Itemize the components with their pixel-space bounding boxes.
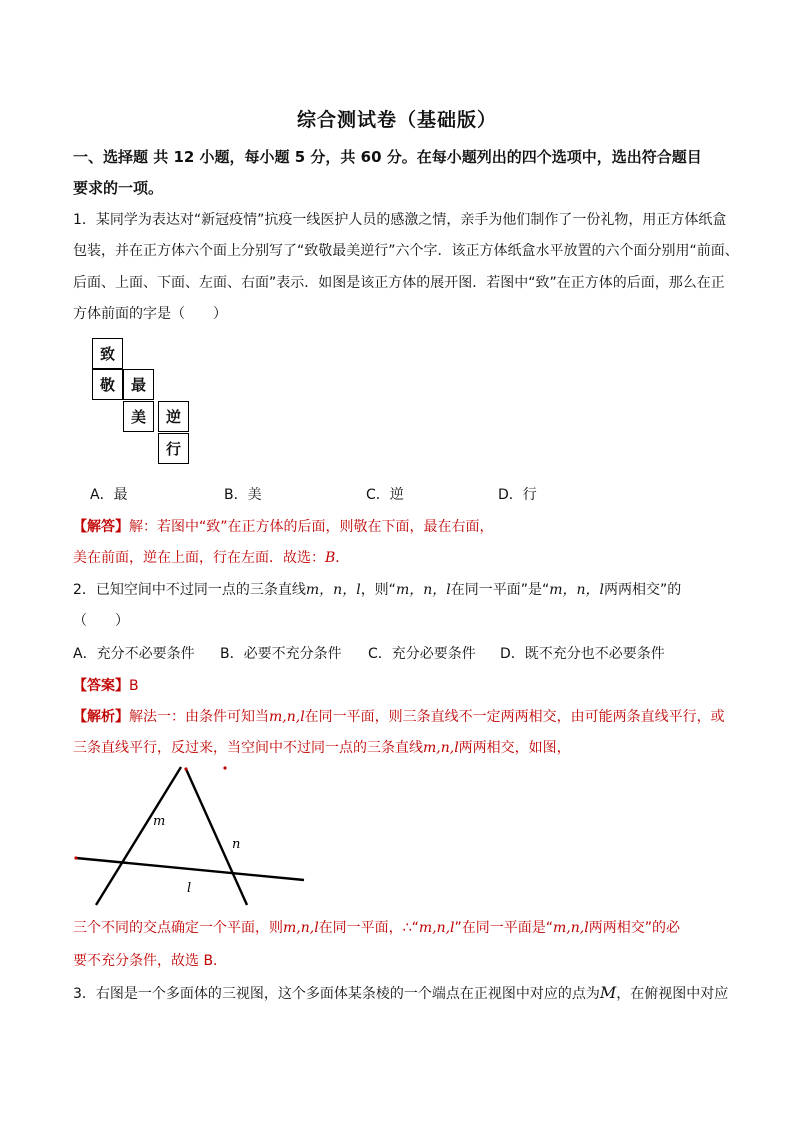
net-cell: 逆: [158, 401, 189, 432]
analysis-text: 解法一：由条件可知当: [129, 709, 269, 725]
analysis-vars: m,n,l: [269, 709, 305, 725]
line-m: [96, 767, 181, 905]
net-cell: 最: [123, 369, 154, 400]
label-l: l: [187, 881, 192, 896]
analysis-tag: 【解析】: [73, 709, 129, 725]
q2-text: ，则“: [360, 582, 396, 598]
page-title: 综合测试卷（基础版）: [296, 109, 497, 131]
section-heading-line2: 要求的一项。: [73, 179, 164, 197]
q1-answer-line1: [73, 516, 494, 536]
analysis-text: 三条直线平行，反过来，当空间中不过同一点的三条直线: [73, 740, 423, 756]
q1-line: 后面、上面、下面、左面、右面”表示．如图是该正方体的展开图．若图中“致”在正方体的后面，那么在正: [73, 275, 725, 291]
q1-option-d: D．行: [498, 487, 537, 503]
conclusion-vars: m,n,l: [418, 920, 455, 936]
q2-text: 在同一平面”是“: [450, 582, 550, 598]
answer-value: B: [129, 678, 139, 694]
q1-option-a: A．最: [90, 487, 128, 503]
answer-tag: 【答案】: [73, 678, 129, 694]
line-endpoint-dot: [184, 767, 187, 770]
q1-option-b: B．美: [224, 487, 262, 503]
analysis-text: 在同一平面，则三条直线不一定两两相交，由可能两条直线平行，或: [304, 709, 725, 725]
q2-option-c: C．充分必要条件: [368, 646, 476, 662]
conclusion-vars: m,n,l: [553, 920, 589, 936]
section-heading-line1: 一、选择题 共 12 小题，每小题 5 分，共 60 分。在每小题列出的四个选项中，选出符合题目: [73, 148, 702, 166]
conclusion-text: 在同一平面，∴“: [318, 920, 419, 936]
q2-vars: m，n，l: [549, 582, 605, 598]
label-n: n: [232, 837, 241, 852]
conclusion-text: 三个不同的交点确定一个平面，则: [73, 920, 283, 936]
q2-answer: [73, 675, 139, 695]
q2-option-d: D．既不充分也不必要条件: [500, 646, 665, 662]
q2-line2: （ ）: [73, 613, 129, 629]
q1-answer-line2: [73, 547, 349, 567]
answer-text: ．: [335, 550, 350, 566]
analysis-vars: m,n,l: [423, 740, 459, 756]
q3-line1: [73, 983, 728, 1003]
conclusion-vars: m,n,l: [283, 920, 319, 936]
q1-option-c: C．逆: [366, 487, 404, 503]
q2-analysis-line2: [73, 737, 571, 757]
conclusion-text: 两两相交”的必: [588, 920, 680, 936]
answer-text: 解：若图中“致”在正方体的后面，则敬在下面，最在右面，: [129, 519, 494, 535]
q1-line: 1．某同学为表达对“新冠疫情”抗疫一线医护人员的感激之情，亲手为他们制作了一份礼物，用正方体纸盒: [73, 212, 727, 228]
q2-text: 两两相交”的: [604, 582, 682, 598]
q2-line1: [73, 579, 681, 599]
q1-line: 方体前面的字是（ ）: [73, 306, 227, 322]
q3-var: M: [599, 983, 617, 1002]
net-cell: 敬: [92, 369, 123, 400]
q2-vars: m，n，l: [395, 582, 451, 598]
line-endpoint-dot: [74, 856, 77, 859]
q3-text: 3．右图是一个多面体的三视图，这个多面体某条棱的一个端点在正视图中对应的点为: [73, 986, 600, 1002]
answer-text: 美在前面，逆在上面，行在左面．故选：: [73, 550, 325, 566]
q2-conclusion-line2: 要不充分条件，故选 B．: [73, 953, 228, 969]
answer-tag: 【解答】: [73, 519, 129, 535]
q2-analysis-line1: [73, 706, 725, 726]
q2-text: 2．已知空间中不过同一点的三条直线: [73, 582, 306, 598]
q3-text: ，在俯视图中对应: [616, 986, 729, 1002]
net-cell: 美: [123, 401, 154, 432]
q2-option-a: A．充分不必要条件: [73, 646, 195, 662]
q2-option-b: B．必要不充分条件: [220, 646, 342, 662]
q2-conclusion-line1: [73, 917, 680, 937]
q2-vars: m，n，l: [305, 582, 361, 598]
analysis-text: 两两相交，如图，: [458, 740, 571, 756]
three-lines-figure: [70, 762, 310, 908]
line-endpoint-dot: [223, 766, 226, 769]
net-cell: 行: [158, 433, 189, 464]
conclusion-text: ”在同一平面是“: [454, 920, 554, 936]
answer-choice: B: [325, 550, 336, 566]
label-m: m: [153, 814, 166, 829]
line-l: [76, 858, 304, 880]
net-cell: 致: [92, 338, 123, 369]
q1-line: 包装，并在正方体六个面上分别写了“致敬最美逆行”六个字．该正方体纸盒水平放置的六个面分别用“前面、: [73, 243, 739, 259]
